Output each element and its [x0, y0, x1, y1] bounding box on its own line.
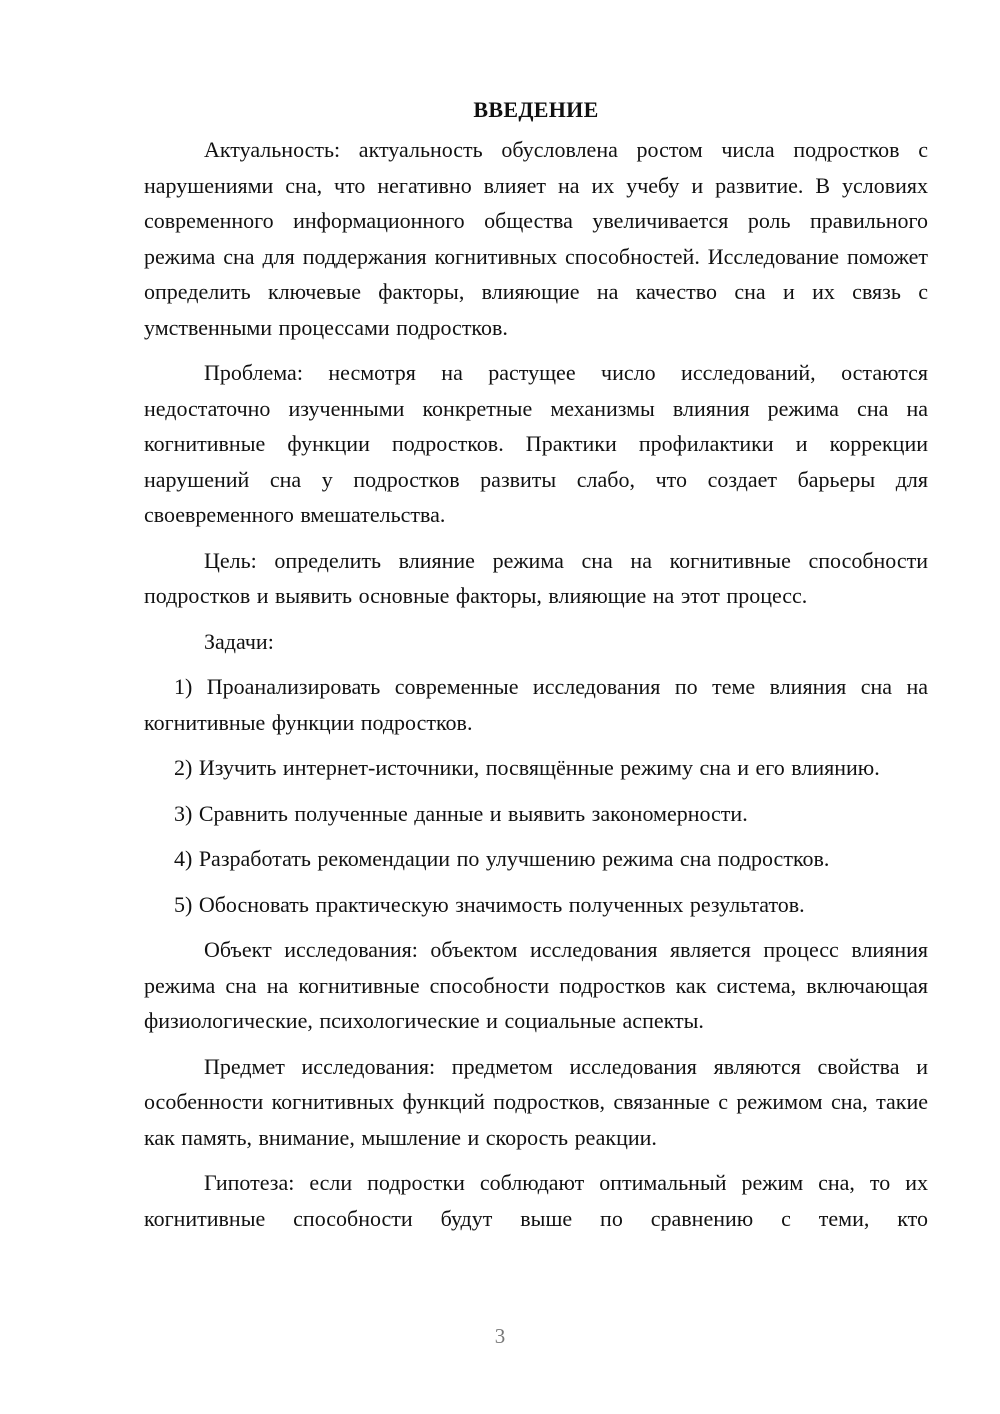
page-number: 3 — [494, 1324, 506, 1348]
paragraph-relevance: Актуальность: актуальность обусловлена ростом числа подростков с нарушениями сна, что негативно влияет на их учебу и развитие. В условиях современного информационного общества увеличивается роль правильного режима сна для поддержания когнитивных способностей. Исследование поможет определить ключевые факторы, влияющие на качество сна и их связь с умственными процессами подростков. — [144, 137, 928, 340]
paragraph-goal: Цель: определить влияние режима сна на когнитивные способности подростков и выявить основные факторы, влияющие на этот процесс. — [144, 547, 928, 608]
task-item-2: 2) Изучить интернет-источники, посвящённые режиму сна и его влиянию. — [174, 755, 880, 780]
task-item-1: 1) Проанализировать современные исследования по теме влияния сна на когнитивные функции подростков. — [144, 674, 928, 735]
tasks-label: Задачи: — [204, 628, 274, 654]
section-heading: ВВЕДЕНИЕ — [473, 97, 599, 122]
task-item-4: 4) Разработать рекомендации по улучшению режима сна подростков. — [174, 846, 830, 871]
paragraph-hypothesis: Гипотеза: если подростки соблюдают оптимальный режим сна, то их когнитивные способности будут выше по сравнению с теми, кто — [144, 1170, 928, 1231]
paragraph-problem: Проблема: несмотря на растущее число исследований, остаются недостаточно изученными конкретные механизмы влияния режима сна на когнитивные функции подростков. Практики профилактики и коррекции нарушений сна у подростков развиты слабо, что создает барьеры для своевременного вмешательства. — [144, 360, 928, 527]
paragraph-object: Объект исследования: объектом исследования является процесс влияния режима сна на когнитивные способности подростков как система, включающая физиологические, психологические и социальные аспекты. — [144, 937, 928, 1033]
task-item-3: 3) Сравнить полученные данные и выявить закономерности. — [174, 800, 748, 826]
task-item-5: 5) Обосновать практическую значимость полученных результатов. — [174, 891, 805, 917]
paragraph-subject: Предмет исследования: предметом исследования являются свойства и особенности когнитивных функций подростков, связанные с режимом сна, такие как память, внимание, мышление и скорость реакции. — [144, 1053, 928, 1150]
page-content — [144, 92, 928, 1246]
